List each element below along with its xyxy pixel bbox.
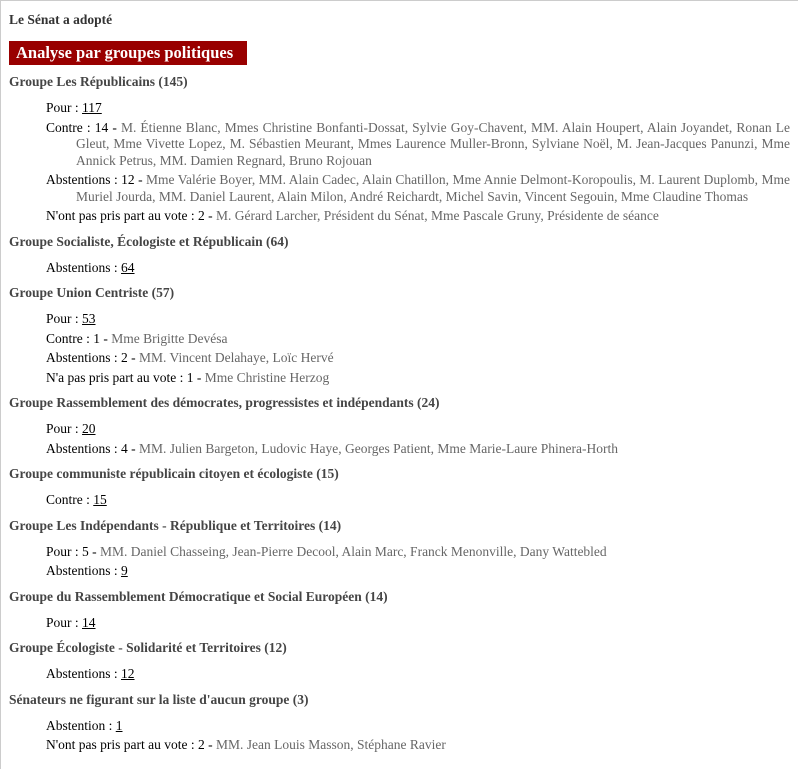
vote-count-link: 1 [186, 369, 194, 385]
vote-separator: - [204, 208, 217, 223]
vote-separator: - [204, 737, 217, 752]
group-section [9, 517, 790, 580]
vote-line [9, 331, 790, 348]
vote-line [9, 311, 790, 328]
vote-line [9, 718, 790, 735]
group-section [9, 639, 790, 683]
vote-count-link: 2 [198, 208, 205, 223]
vote-label: Abstentions : [46, 259, 122, 275]
group-section [9, 233, 790, 277]
vote-names: M. Gérard Larcher, Président du Sénat, Mme Pascale Gruny, Présidente de séance [216, 208, 659, 223]
vote-count-link: 1 [93, 330, 100, 346]
vote-count-link[interactable]: 64 [121, 259, 135, 275]
vote-line [9, 172, 790, 205]
group-votes [9, 615, 790, 632]
vote-line [9, 737, 790, 754]
group-votes [9, 544, 790, 580]
vote-label: Contre : [46, 330, 94, 346]
vote-separator: - [134, 172, 147, 187]
vote-label: Pour : [46, 100, 83, 115]
vote-line [9, 350, 790, 367]
group-section [9, 465, 790, 509]
group-heading: Groupe Rassemblement des démocrates, progressistes et indépendants (24) [9, 395, 440, 410]
vote-names: Mme Brigitte Devésa [111, 330, 228, 346]
vote-label: Abstentions : [46, 440, 122, 456]
vote-label: Abstentions : [46, 563, 122, 578]
vote-line [9, 260, 790, 277]
group-heading: Groupe Écologiste - Solidarité et Territoires (12) [9, 640, 287, 655]
vote-line [9, 492, 790, 509]
vote-count-link[interactable]: 53 [82, 311, 96, 326]
group-section [9, 588, 790, 632]
group-votes [9, 421, 790, 457]
vote-separator: - [127, 350, 140, 365]
vote-label: N'ont pas pris part au vote : [46, 208, 199, 223]
vote-line [9, 208, 790, 225]
group-heading: Groupe Les Républicains (145) [9, 74, 188, 89]
vote-count-link: 2 [121, 350, 128, 365]
group-votes [9, 718, 790, 754]
group-section [9, 394, 790, 457]
group-heading: Groupe Socialiste, Écologiste et Républicain (64) [9, 233, 289, 249]
vote-label: N'ont pas pris part au vote : [46, 737, 199, 752]
vote-count-link[interactable]: 9 [121, 563, 128, 578]
vote-label: N'a pas pris part au vote : [46, 369, 187, 385]
vote-label: Abstentions : [46, 666, 122, 681]
groups-container [9, 73, 790, 754]
group-votes [9, 666, 790, 683]
group-heading: Groupe Les Indépendants - République et Territoires (14) [9, 517, 342, 533]
vote-label: Pour : [46, 614, 83, 630]
group-section [9, 73, 790, 225]
vote-count-link: 5 [82, 543, 89, 559]
vote-separator: - [108, 119, 121, 135]
vote-line [9, 370, 790, 387]
vote-line [9, 615, 790, 632]
group-votes [9, 100, 790, 225]
vote-result: Le Sénat a adopté [9, 12, 113, 27]
group-heading: Groupe Union Centriste (57) [9, 285, 175, 300]
vote-names: Mme Christine Herzog [204, 369, 330, 385]
vote-count-link[interactable]: 15 [93, 492, 107, 507]
group-section [9, 284, 790, 386]
vote-names: M. Étienne Blanc, Mmes Christine Bonfanti-Dossat, Sylvie Goy-Chavent, MM. Alain Houpert, Alain Joyandet, Ronan Le Gleut, Mme Vivette Lopez, M. Sébastien Meurant, Mmes Laurence Muller-Bronn, Sylviane Noël, M. Jean-Jacques Panunzi, Mme Annick Petrus, MM. Damien Regnard, Bruno Rojouan [76, 119, 790, 168]
banner-row [9, 41, 790, 65]
vote-label: Abstention : [46, 717, 116, 733]
group-heading: Sénateurs ne figurant sur la liste d'aucun groupe (3) [9, 691, 309, 707]
vote-count-link[interactable]: 117 [82, 100, 102, 115]
vote-separator: - [193, 369, 205, 385]
group-votes [9, 311, 790, 386]
vote-label: Contre : [46, 119, 95, 135]
vote-count-link[interactable]: 1 [115, 717, 123, 733]
vote-line [9, 563, 790, 580]
vote-label: Abstentions : [46, 172, 122, 187]
vote-separator: - [127, 440, 140, 456]
vote-count-link: 4 [121, 440, 128, 456]
vote-line [9, 544, 790, 561]
vote-count-link: 12 [121, 172, 135, 187]
analysis-banner-title: Analyse par groupes politiques [9, 41, 247, 65]
vote-label: Pour : [46, 311, 83, 326]
vote-names: MM. Vincent Delahaye, Loïc Hervé [139, 350, 334, 365]
group-heading: Groupe du Rassemblement Démocratique et Social Européen (14) [9, 588, 388, 604]
vote-label: Pour : [46, 421, 83, 436]
vote-count-link[interactable]: 14 [82, 614, 96, 630]
group-votes [9, 260, 790, 277]
vote-count-link: 14 [94, 119, 109, 135]
vote-names: MM. Daniel Chasseing, Jean-Pierre Decool, Alain Marc, Franck Menonville, Dany Wattebled [100, 543, 607, 559]
vote-names: MM. Jean Louis Masson, Stéphane Ravier [216, 737, 446, 752]
vote-separator: - [88, 543, 101, 559]
vote-line [9, 120, 790, 170]
vote-label: Contre : [46, 492, 94, 507]
vote-line [9, 421, 790, 438]
vote-names: MM. Julien Bargeton, Ludovic Haye, Georges Patient, Mme Marie-Laure Phinera-Horth [139, 440, 619, 456]
group-votes [9, 492, 790, 509]
group-heading: Groupe communiste républicain citoyen et écologiste (15) [9, 466, 339, 481]
vote-line [9, 441, 790, 458]
vote-label: Pour : [46, 543, 83, 559]
vote-line [9, 666, 790, 683]
vote-line [9, 100, 790, 117]
vote-label: Abstentions : [46, 350, 122, 365]
vote-count-link: 2 [198, 737, 205, 752]
group-section [9, 691, 790, 754]
vote-separator: - [100, 330, 112, 346]
vote-count-link[interactable]: 20 [82, 421, 96, 436]
vote-count-link[interactable]: 12 [121, 666, 135, 681]
vote-names: Mme Valérie Boyer, MM. Alain Cadec, Alain Chatillon, Mme Annie Delmont-Koropoulis, M. Laurent Duplomb, Mme Muriel Jourda, MM. Daniel Laurent, Alain Milon, André Reichardt, Michel Savin, Vincent Segouin, Mme Claudine Thomas [76, 172, 790, 204]
